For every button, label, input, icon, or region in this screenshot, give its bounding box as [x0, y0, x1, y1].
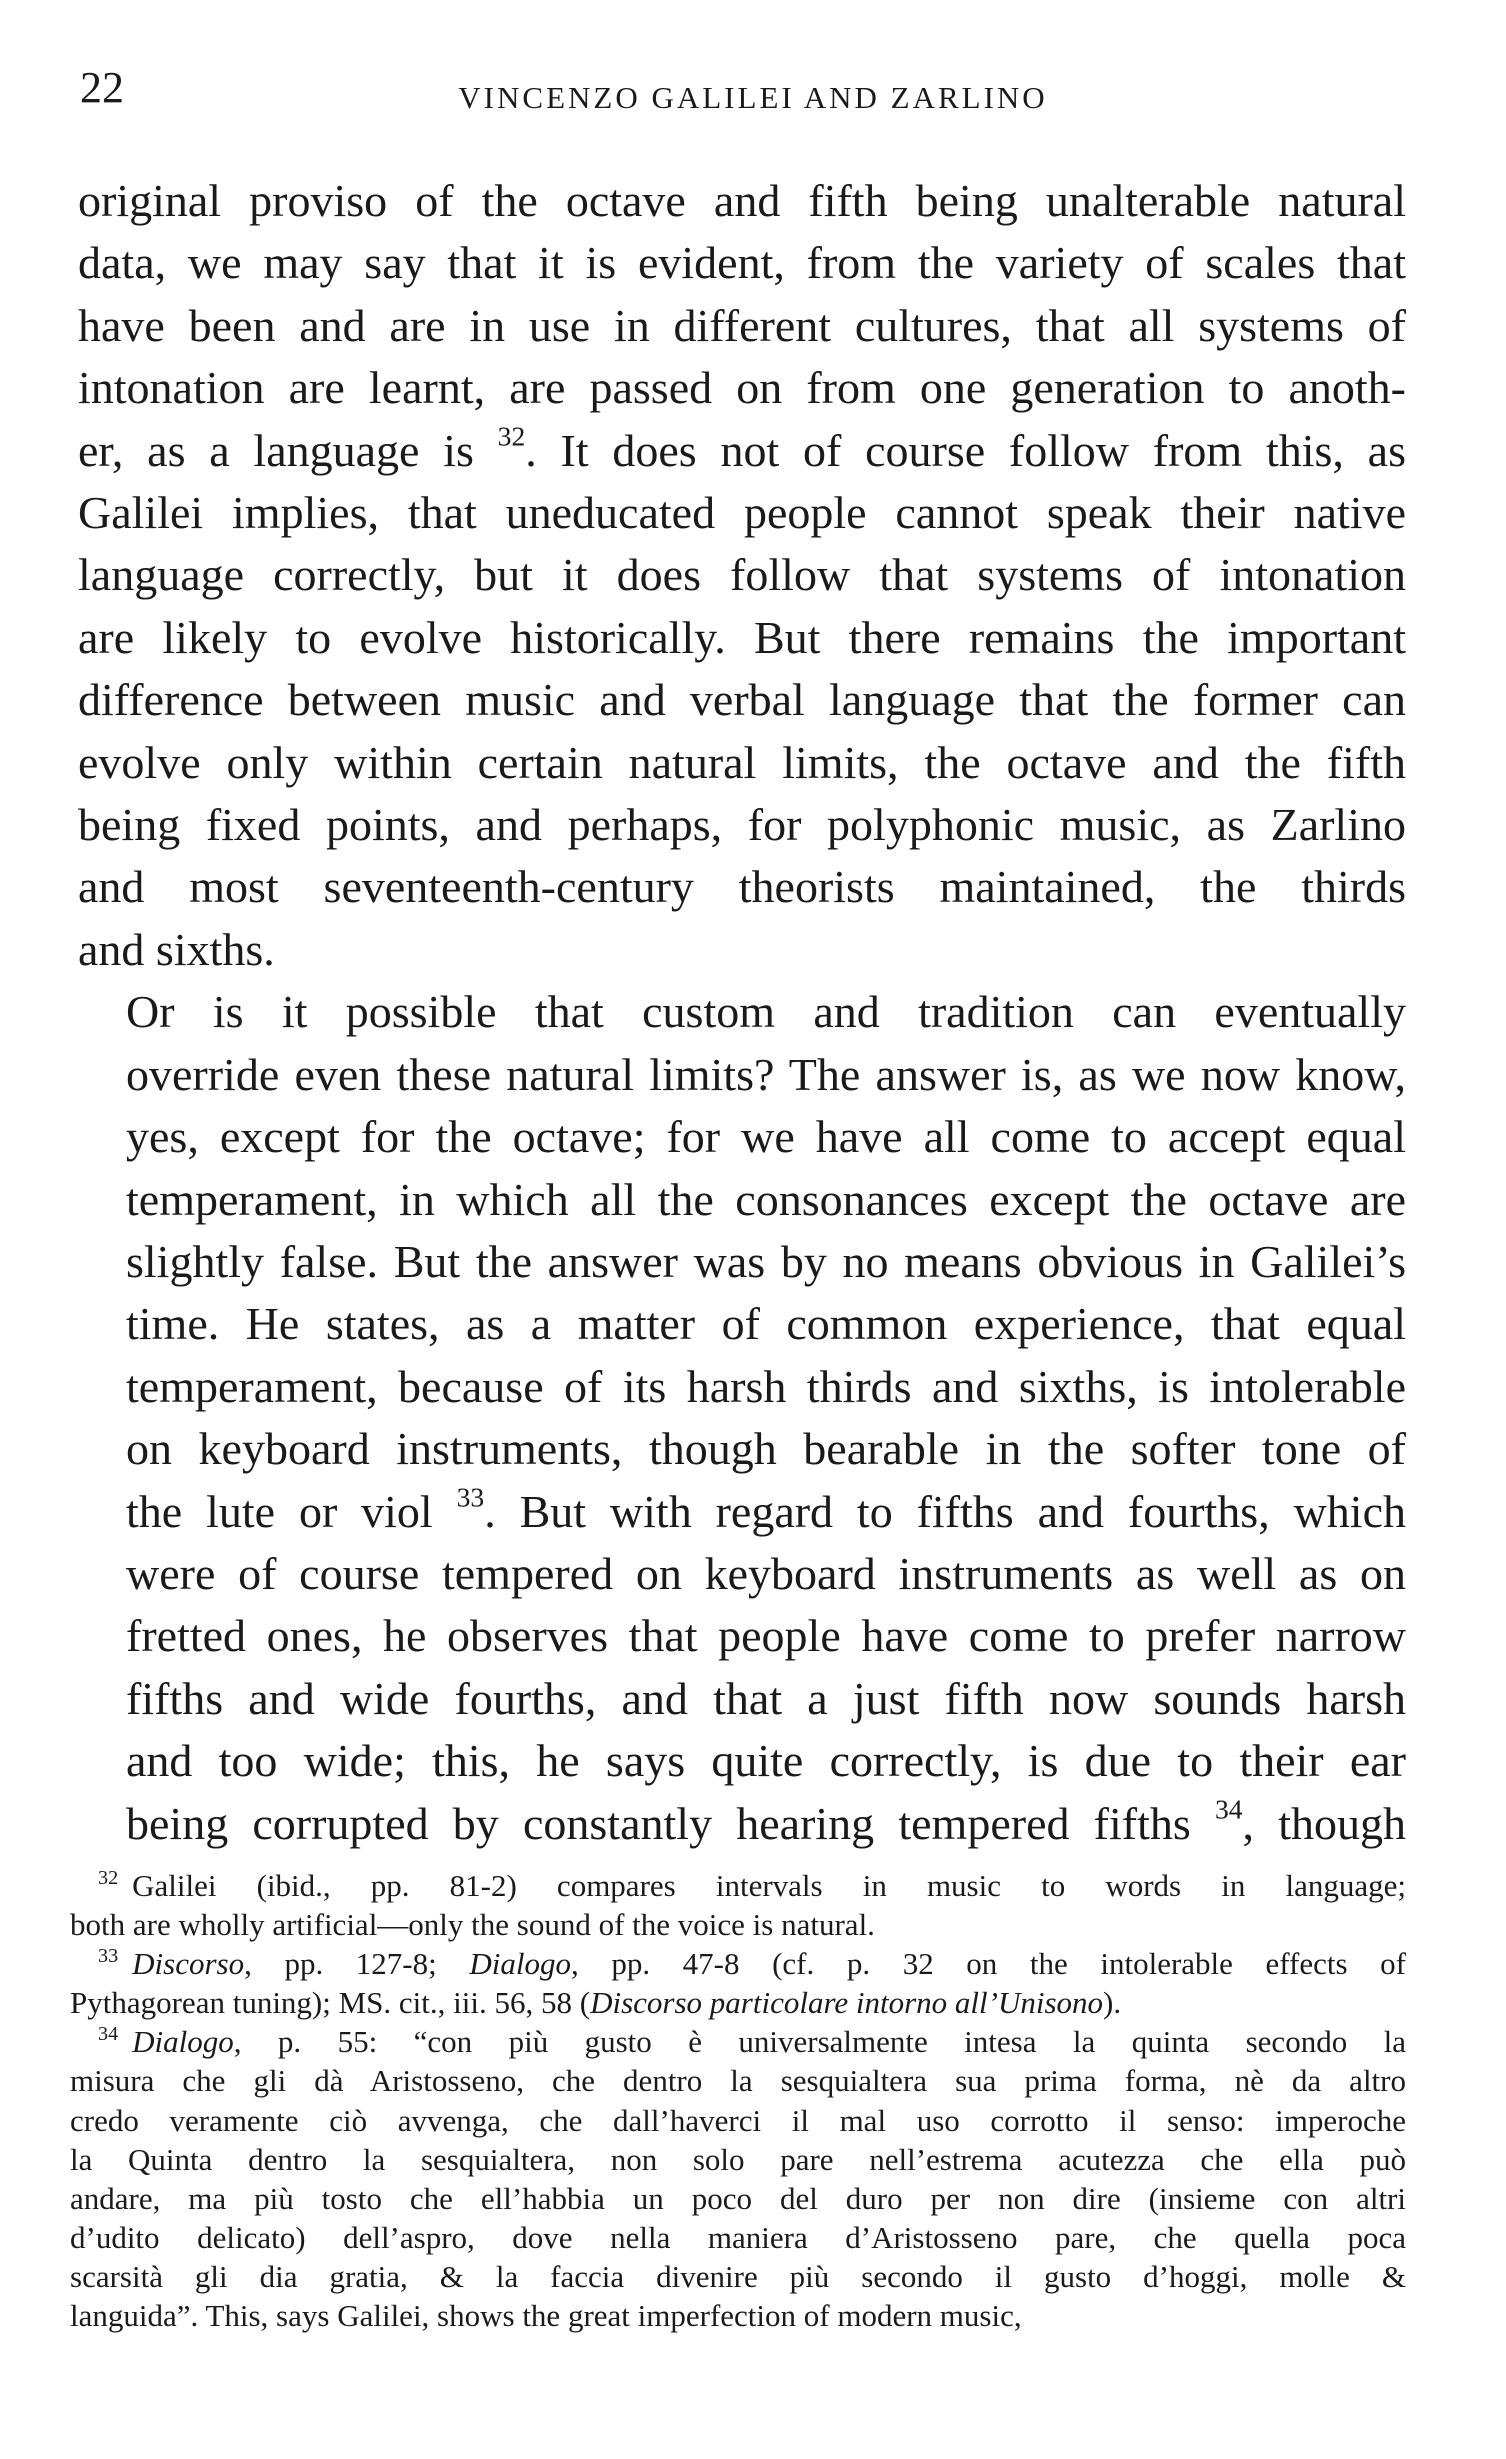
- text-run: Dialogo: [469, 1946, 571, 1982]
- footnote-line: [70, 1983, 1406, 2022]
- text-run: Discorso: [132, 1946, 245, 1982]
- text-run: , pp. 47-8 (cf. p. 32 on the intolerable effects of: [570, 1946, 1406, 1982]
- text-line: language correctly, but it does follow that systems of intonation: [78, 549, 1406, 601]
- text-line: data, we may say that it is evident, from the variety of scales that: [78, 237, 1406, 289]
- text-line: temperament, in which all the consonances except the octave are: [126, 1173, 1406, 1225]
- page-number: 22: [80, 63, 124, 112]
- footnote-number: 32: [98, 1866, 119, 1889]
- footnote-line: la Quinta dentro la sesquialtera, non solo pare nell’estrema acutezza che ella può: [70, 2141, 1406, 2177]
- text-line: time. He states, as a matter of common experience, that equal: [126, 1298, 1406, 1350]
- footnote-line: both are wholly artificial—only the sound of the voice is natural.: [70, 1907, 875, 1943]
- text-line: are likely to evolve historically. But there remains the important: [78, 611, 1406, 663]
- text-run: . It does not of course follow from this, as: [525, 424, 1407, 476]
- footnote-line: [70, 2022, 1406, 2061]
- text-line: [78, 1793, 1406, 1855]
- footnotes: [70, 1866, 1406, 2335]
- footnote-number: 34: [98, 2023, 119, 2046]
- footnote-line: d’udito delicato) dell’aspro, dove nella maniera d’Aristosseno pare, che quella poca: [70, 2219, 1406, 2255]
- footnote-line: credo veramente ciò avvenga, che dall’haverci il mal uso corrotto il senso: imperoche: [70, 2102, 1406, 2138]
- text-run: Galilei (ibid., pp. 81-2) compares intervals in music to words in language;: [132, 1868, 1406, 1903]
- text-line: and too wide; this, he says quite correctly, is due to their ear: [126, 1735, 1406, 1787]
- text-line: Galilei implies, that uneducated people cannot speak their native: [78, 487, 1406, 539]
- text-run: Pythagorean tuning); MS. cit., iii. 56, 58 (: [70, 1985, 591, 2021]
- text-line: fifths and wide fourths, and that a just fifth now sounds harsh: [126, 1672, 1406, 1724]
- text-run: ).: [1103, 1985, 1122, 2021]
- text-line: intonation are learnt, are passed on from one generation to anoth-: [78, 362, 1406, 414]
- text-line: and most seventeenth-century theorists maintained, the thirds: [78, 861, 1406, 913]
- footnote-line: misura che gli dà Aristosseno, che dentro la sesquialtera sua prima forma, nè da altro: [70, 2063, 1406, 2099]
- text-line: and sixths.: [78, 923, 275, 975]
- body-text: [78, 170, 1406, 1855]
- footnote-number: 33: [98, 1945, 119, 1968]
- text-run: , though: [1242, 1797, 1407, 1849]
- text-run: Dialogo: [132, 2024, 234, 2060]
- footnote-34: [70, 2022, 1406, 2335]
- footnote-32: [70, 1866, 1406, 1944]
- text-line: on keyboard instruments, though bearable in the softer tone of: [126, 1423, 1406, 1475]
- footnote-ref-33: 33: [456, 1480, 485, 1512]
- text-line: difference between music and verbal language that the former can: [78, 674, 1406, 726]
- text-line: temperament, because of its harsh thirds and sixths, is intolerable: [126, 1360, 1406, 1412]
- running-head: VINCENZO GALILEI AND ZARLINO: [458, 80, 1048, 115]
- footnote-line: [70, 1944, 1406, 1983]
- text-run: , p. 55: “con più gusto è universalmente intesa la quinta secondo la: [233, 2024, 1406, 2060]
- footnote-line: andare, ma più tosto che ell’habbia un poco del duro per non dire (insieme con altri: [70, 2180, 1406, 2216]
- text-run: being corrupted by constantly hearing tempered fifths: [126, 1797, 1191, 1849]
- text-line: [78, 1481, 1406, 1543]
- text-run: the lute or viol: [126, 1485, 433, 1537]
- text-run: , pp. 127-8;: [244, 1946, 470, 1982]
- paragraph-2: [78, 981, 1406, 1855]
- footnote-line: [70, 1866, 1406, 1905]
- footnote-33: [70, 1944, 1406, 2022]
- footnote-line: languida”. This, says Galilei, shows the great imperfection of modern music,: [70, 2298, 1022, 2334]
- paragraph-1: [78, 170, 1406, 981]
- text-line: have been and are in use in different cultures, that all systems of: [78, 299, 1406, 351]
- text-line: were of course tempered on keyboard instruments as well as on: [126, 1547, 1406, 1599]
- text-line: [78, 420, 1406, 482]
- text-line: slightly false. But the answer was by no means obvious in Galilei’s: [126, 1235, 1406, 1287]
- text-line: override even these natural limits? The answer is, as we now know,: [126, 1048, 1406, 1100]
- text-line: evolve only within certain natural limits, the octave and the fifth: [78, 736, 1406, 788]
- footnote-ref-32: 32: [497, 419, 526, 451]
- text-line: yes, except for the octave; for we have all come to accept equal: [126, 1111, 1406, 1163]
- text-run: Discorso particolare intorno all’Unisono: [590, 1985, 1104, 2021]
- text-line: fretted ones, he observes that people have come to prefer narrow: [126, 1610, 1406, 1662]
- text-line: Or is it possible that custom and tradition can eventually: [126, 986, 1406, 1038]
- footnote-ref-34: 34: [1214, 1792, 1243, 1824]
- text-run: er, as a language is: [78, 424, 474, 476]
- text-line: original proviso of the octave and fifth being unalterable natural: [78, 175, 1406, 226]
- text-run: . But with regard to fifths and fourths, which: [484, 1485, 1406, 1537]
- text-line: being fixed points, and perhaps, for polyphonic music, as Zarlino: [78, 799, 1406, 851]
- footnote-line: scarsità gli dia gratia, & la faccia divenire più secondo il gusto d’hoggi, molle &: [70, 2258, 1406, 2294]
